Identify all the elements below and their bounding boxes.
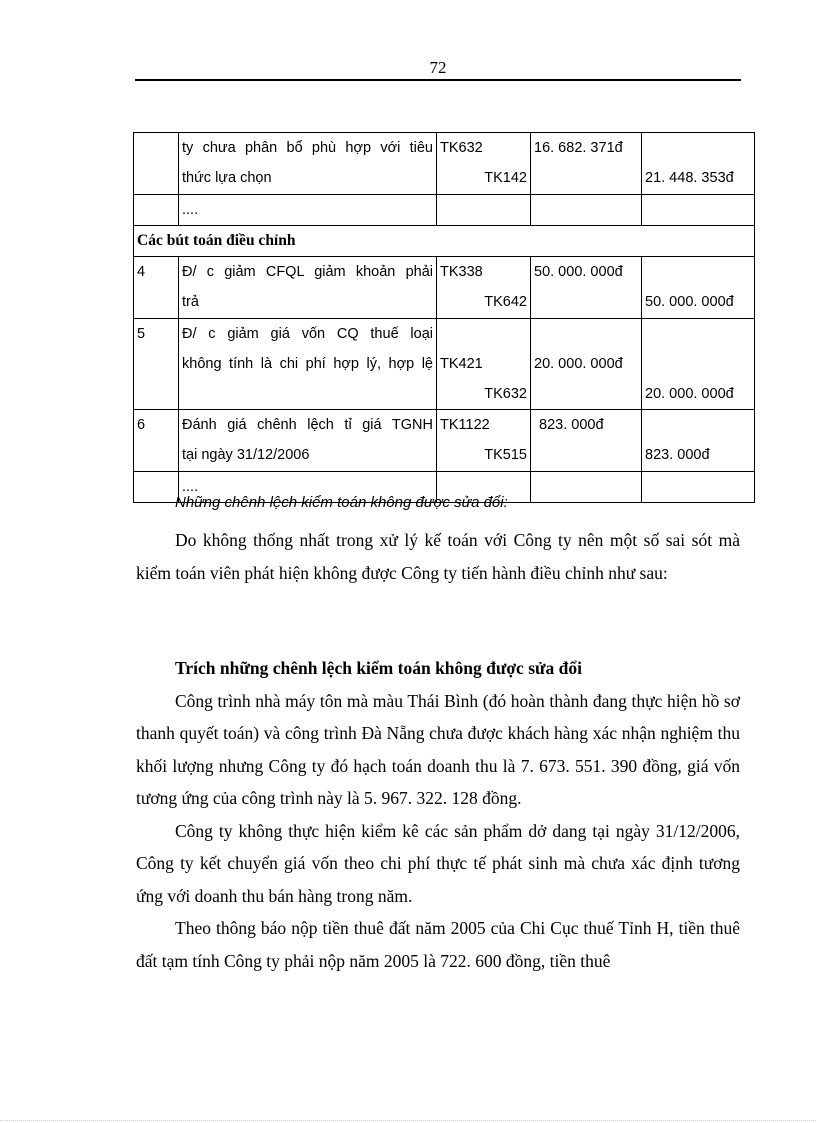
- credit-amount-value: 50. 000. 000đ: [645, 294, 734, 310]
- debit-amount: [531, 257, 642, 319]
- table-row: [134, 257, 755, 319]
- credit-amount: [642, 195, 755, 226]
- credit-amount: [642, 472, 755, 503]
- account-cell: [437, 257, 531, 319]
- row-description: [179, 257, 437, 319]
- credit-amount: [642, 133, 755, 195]
- debit-amount: [531, 319, 642, 410]
- table-row: [134, 410, 755, 472]
- debit-account: TK1122: [440, 417, 490, 433]
- credit-amount: [642, 410, 755, 472]
- header-rule: [135, 79, 741, 81]
- section-heading: Trích những chênh lệch kiểm toán không được sửa đổi: [175, 658, 582, 678]
- row-number: [134, 195, 179, 226]
- debit-amount: [531, 195, 642, 226]
- row-description: [179, 410, 437, 472]
- row-number: 4: [134, 257, 179, 319]
- table-row: [134, 319, 755, 410]
- debit-amount: [531, 410, 642, 472]
- table-row: [134, 195, 755, 226]
- debit-amount-value: 50. 000. 000đ: [534, 264, 623, 280]
- credit-account: TK142: [484, 170, 527, 186]
- account-cell: [437, 133, 531, 195]
- body-paragraph: Công trình nhà máy tôn mà màu Thái Bình (đó hoàn thành đang thực hiện hồ sơ thanh quyết toán) và công trình Đà Nẵng chưa được khách hàng xác nhận nghiệm thu khối lượng nhưng Công ty đó hạch toán doanh thu là 7. 673. 551. 390 đồng, giá vốn tương ứng của công trình này là 5. 967. 322. 128 đồng.: [136, 690, 740, 808]
- credit-amount: [642, 319, 755, 410]
- debit-amount: [531, 472, 642, 503]
- row-number: 6: [134, 410, 179, 472]
- section-row: [134, 226, 755, 257]
- debit-account: TK421: [440, 356, 483, 372]
- row-description: [179, 133, 437, 195]
- page-number: 72: [429, 58, 447, 77]
- description-line: tại ngày 31/12/2006: [182, 447, 310, 463]
- credit-account: TK515: [484, 447, 527, 463]
- body-paragraph: Theo thông báo nộp tiền thuê đất năm 2005 của Chi Cục thuế Tỉnh H, tiền thuê đất tạm tính Công ty phải nộp năm 2005 là 722. 600 đồng, tiền thuê: [136, 918, 740, 971]
- credit-amount-value: 21. 448. 353đ: [645, 170, 734, 186]
- debit-account: TK338: [440, 264, 483, 280]
- credit-account: TK642: [484, 294, 527, 310]
- description-line: thức lựa chọn: [182, 170, 272, 186]
- body-paragraph: Công ty không thực hiện kiểm kê các sản phẩm dở dang tại ngày 31/12/2006, Công ty kết chuyển giá vốn theo chi phí thực tế phát sinh mà chưa xác định tương ứng với doanh thu bán hàng trong năm.: [136, 820, 740, 906]
- intro-paragraph: Do không thống nhất trong xử lý kế toán với Công ty nên một số sai sót mà kiểm toán viên phát hiện không được Công ty tiến hành điều chỉnh như sau:: [136, 530, 740, 583]
- account-cell: [437, 319, 531, 410]
- account-cell: [437, 195, 531, 226]
- description-line: Đánh giá chênh lệch tỉ giá TGNH: [182, 417, 433, 433]
- account-cell: [437, 410, 531, 472]
- debit-amount-value: 16. 682. 371đ: [534, 140, 623, 156]
- credit-amount-value: 20. 000. 000đ: [645, 386, 734, 402]
- section-title: Các bút toán điều chỉnh: [134, 226, 755, 257]
- intro-block: [136, 524, 740, 589]
- description-line: trả: [182, 294, 199, 310]
- description-line: Đ/ c giảm giá vốn CQ thuế loại: [182, 326, 433, 342]
- table-caption: Những chênh lệch kiểm toán không được sửa đổi:: [175, 494, 508, 511]
- debit-account: TK632: [440, 140, 483, 156]
- credit-account: TK632: [484, 386, 527, 402]
- adjustment-table: [133, 132, 755, 503]
- row-description: ....: [179, 195, 437, 226]
- debit-amount-value: 20. 000. 000đ: [534, 356, 623, 372]
- description-line: ty chưa phân bổ phù hợp với tiêu: [182, 140, 433, 156]
- row-number: 5: [134, 319, 179, 410]
- row-number: [134, 133, 179, 195]
- credit-amount-value: 823. 000đ: [645, 447, 710, 463]
- description-line: Đ/ c giảm CFQL giảm khoản phải: [182, 264, 433, 280]
- table-row: [134, 133, 755, 195]
- description-line: không tính là chi phí hợp lý, hợp lệ: [182, 356, 433, 372]
- body-block: [136, 652, 740, 977]
- row-number: [134, 472, 179, 503]
- debit-amount: [531, 133, 642, 195]
- row-description: ....: [179, 472, 437, 503]
- credit-amount: [642, 257, 755, 319]
- row-description: [179, 319, 437, 410]
- debit-amount-value: 823. 000đ: [539, 417, 604, 433]
- page-bottom-border: [0, 1120, 816, 1121]
